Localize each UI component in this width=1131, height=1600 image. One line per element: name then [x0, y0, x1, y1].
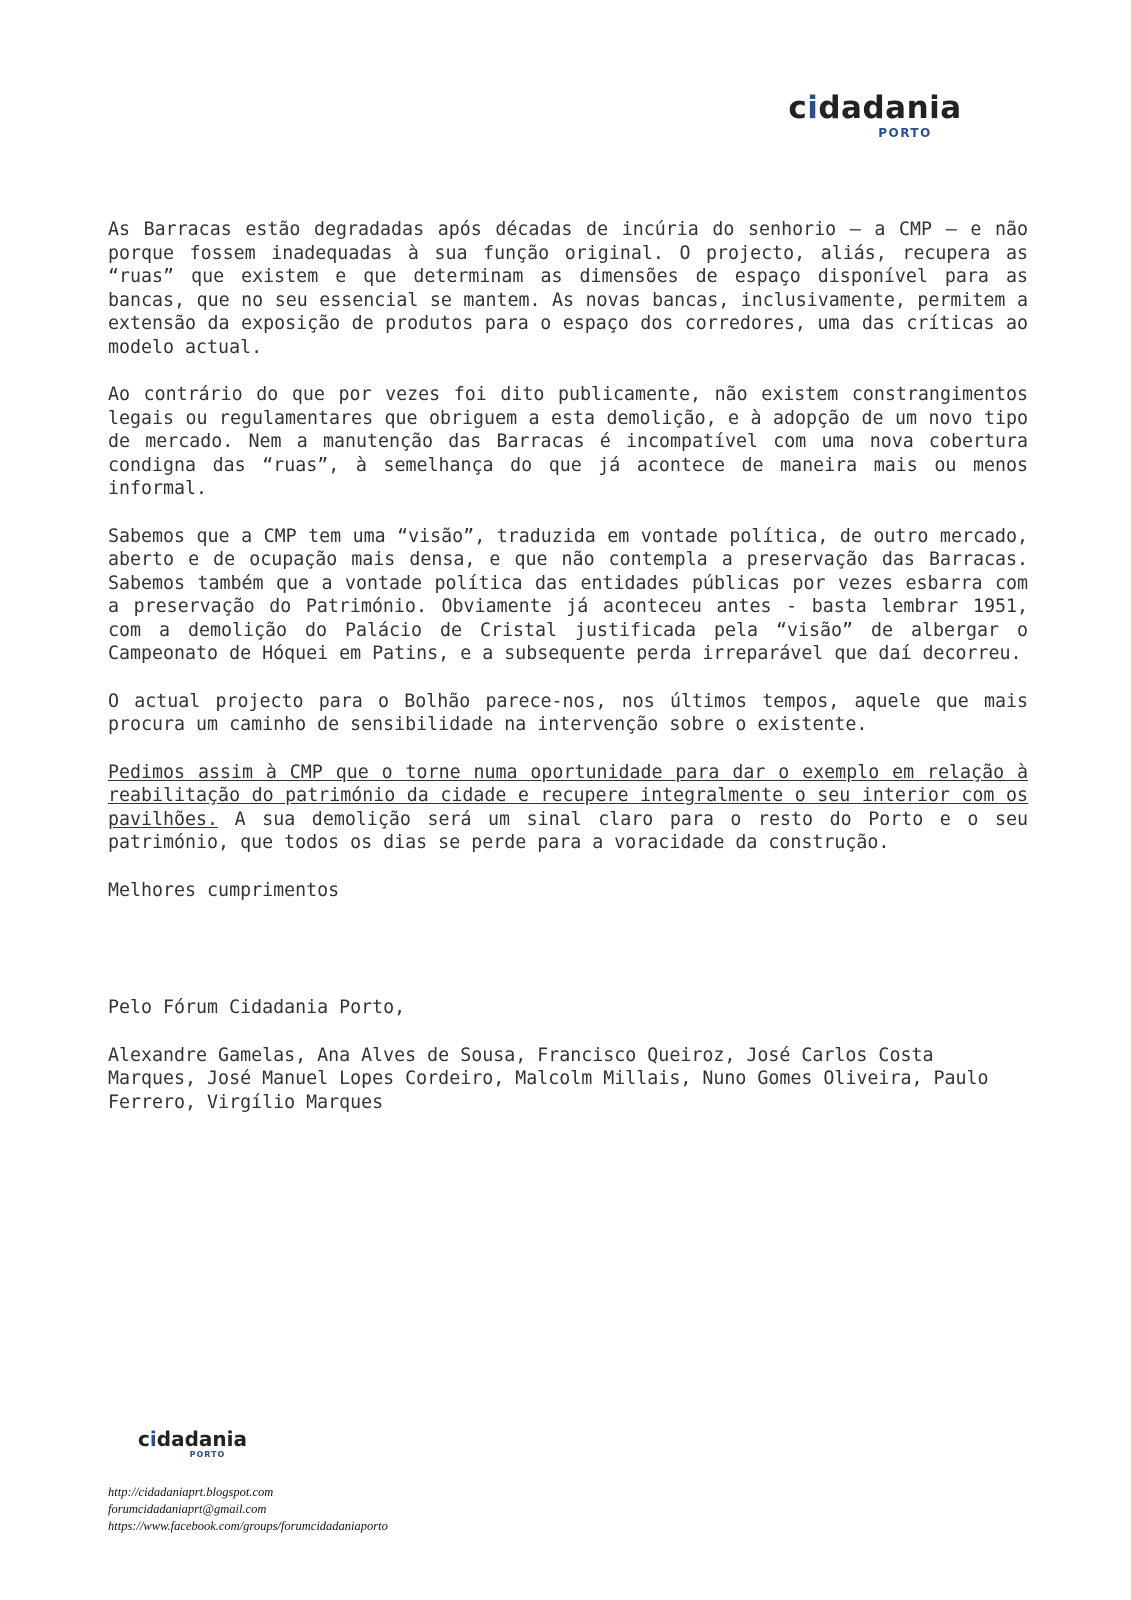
letter-body: [108, 218, 1028, 1138]
header-logo: [780, 90, 970, 140]
paragraph-3: Sabemos que a CMP tem uma “visão”, traduzida em vontade política, de outro mercado, aberto e de ocupação mais densa, e que não contempla a preservação das Barracas. Sabemos também que a vontade política das entidades públicas por vezes esbarra com a preservação do Património. Obviamente já aconteceu antes - basta lembrar 1951, com a demolição do Palácio de Cristal justificada pela “visão” de albergar o Campeonato de Hóquei em Patins, e a subsequente perda irreparável que daí decorreu.: [108, 525, 1028, 664]
paragraph-5: [108, 761, 1028, 855]
logo-accent-letter: i: [807, 90, 819, 126]
signoff-line: Pelo Fórum Cidadania Porto,: [108, 997, 406, 1018]
footer-logo: [130, 1428, 255, 1460]
logo-subtitle: PORTO: [878, 126, 932, 140]
logo-wordmark: cidadania: [788, 90, 962, 126]
email-link[interactable]: forumcidadaniaprt@gmail.com: [108, 1502, 267, 1516]
blog-link[interactable]: http://cidadaniaprt.blogspot.com: [108, 1485, 274, 1499]
footer-logo-subtitle: PORTO: [189, 1450, 226, 1459]
signatories: Alexandre Gamelas, Ana Alves de Sousa, Francisco Queiroz, José Carlos Costa Marques, José Manuel Lopes Cordeiro, Malcolm Millais, Nuno Gomes Oliveira, Paulo Ferrero, Virgílio Marques: [108, 1044, 989, 1113]
underlined-request: Pedimos assim à CMP que o torne numa oportunidade para dar o exemplo em relação à reabilitação do património da cidade e recupere integralmente o seu interior com os pavilhões.: [108, 761, 1028, 830]
paragraph-5-rest: A sua demolição será um sinal claro para o resto do Porto e o seu património, que todos os dias se perde para a voracidade da construção.: [108, 808, 1028, 853]
facebook-link[interactable]: https://www.facebook.com/groups/forumcidadaniaporto: [108, 1519, 388, 1533]
paragraph-1: As Barracas estão degradadas após décadas de incúria do senhorio – a CMP – e não porque fossem inadequadas à sua função original. O projecto, aliás, recupera as “ruas” que existem e que determinam as dimensões de espaço disponível para as bancas, que no seu essencial se mantem. As novas bancas, inclusivamente, permitem a extensão da exposição de produtos para o espaço dos corredores, uma das críticas ao modelo actual.: [108, 219, 1028, 358]
paragraph-2: Ao contrário do que por vezes foi dito publicamente, não existem constrangimentos legais ou regulamentares que obriguem a esta demolição, e à adopção de um novo tipo de mercado. Nem a manutenção das Barracas é incompatível com uma nova cobertura condigna das “ruas”, à semelhança do que já acontece de maneira mais ou menos informal.: [108, 384, 1028, 499]
paragraph-4: O actual projecto para o Bolhão parece-nos, nos últimos tempos, aquele que mais procura um caminho de sensibilidade na intervenção sobre o existente.: [108, 690, 1028, 735]
footer-logo-wordmark: cidadania: [138, 1427, 247, 1451]
footer-contacts: [108, 1484, 388, 1535]
closing-line: Melhores cumprimentos: [108, 879, 340, 901]
